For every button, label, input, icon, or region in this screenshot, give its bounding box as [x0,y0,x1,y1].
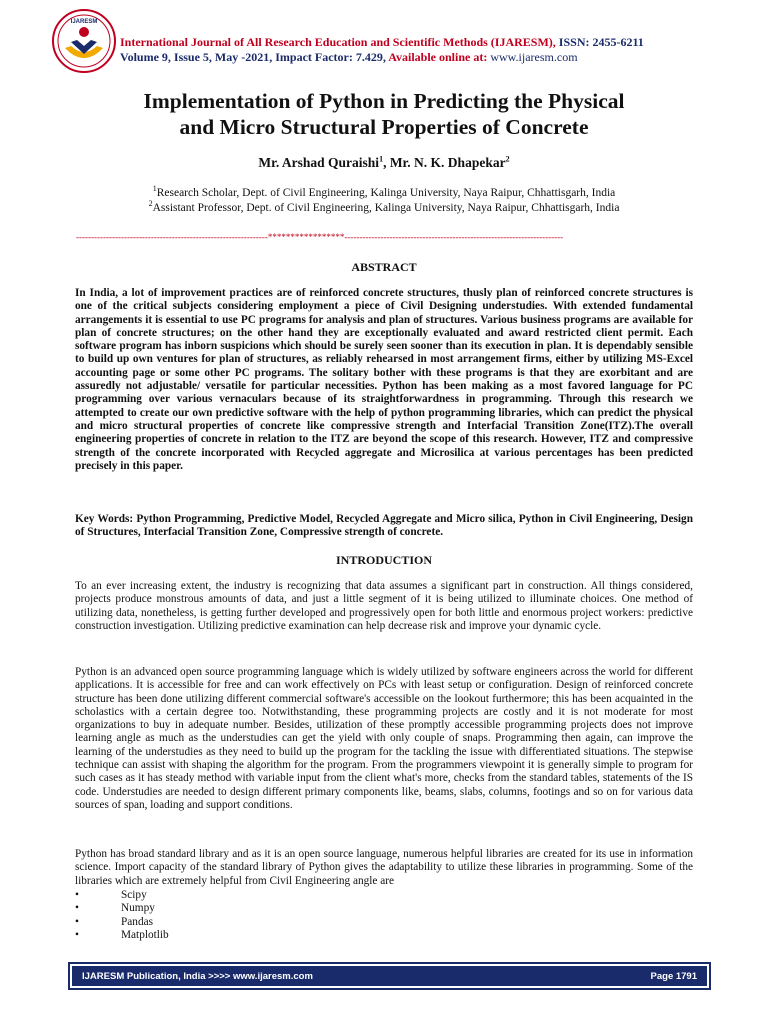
list-item [75,902,169,915]
list-item-label: Pandas [121,915,154,928]
journal-issn: ISSN: 2455-6211 [558,35,644,49]
author-2: Mr. N. K. Dhapekar [389,155,506,170]
abstract-heading: ABSTRACT [351,260,417,274]
journal-line-2 [120,50,644,65]
intro-paragraph-1: To an ever increasing extent, the industry is recognizing that data assumes a significant part in construction. All things considered, projects produce monstrous amounts of data, and just a little segment of it is being utilized to illuminate choices. One method of utilizing data, nonetheless, is getting further developed and progressively open for both little and enormous project workers: predictive construction investigation. Utilizing predictive examination can help decrease risk and improve your dynamic cycle. [75,580,693,632]
author-1: Mr. Arshad Quraishi [258,155,380,170]
affiliation-2-sup: 2 [148,199,153,209]
available-online-label: Available online at: [388,50,491,64]
intro-paragraph-3: Python has broad standard library and as it is an open source language, numerous helpful libraries are created for its use in information science. Import capacity of the standard library of Python gives the adaptability to utilize these libraries in programming. Some of the libraries which are extremely helpful from Civil Engineering angle are [75,848,693,887]
list-item [75,929,169,942]
logo-text: IJARESM [70,19,98,25]
list-item-label: Matplotlib [121,928,169,941]
abstract-text: In India, a lot of improvement practices are of reinforced concrete structures, thusly plan of reinforced concrete structures is one of the critical subjects considering employment a piece of Civil Designing understudies. With extended fundamental arrangements it is essential to use PC programs for analysis and plan of structures. Various business programs are available for plan of concrete structures; on the other hand they are exceptionally evaluated and award restricted client permit. Each software program has inborn suspicions which should be surely seen sooner than its execution in plan. It is dependably sensible to build up own ventures for plan of structures, as reliably rehearsed in most arrangement firms, either by utilizing MS-Excel accounting page or some other PC programs. The solitary bother with these programs is that they are exorbitant and are assuredly not adjustable/ versatile for particular necessities. Python has been making as a most favored language for PC programming over various vernaculars because of its straightforwardness in programming. Through this research we attempted to create our own predictive software with the help of python programming libraries, which can predict the physical and micro structural properties of concrete like compressive strength and Interfacial Transition Zone(ITZ).The overall engineering properties of concrete in relation to the ITZ are beyond the scope of this research. However, ITZ and compressive strength of the concrete incorporated with Recycled aggregate and Microsilica at various percentages has been predicted precisely in this paper. [75,287,693,472]
intro-paragraph-2: Python is an advanced open source programming language which is widely utilized by software engineers across the world for different applications. It is accessible for free and can work effectively on PCs with least setup or configuration. Design of reinforced concrete structure has been done utilizing different commercial software's accessible on the lookout furthermore; this has been acquainted in the scholastics with a certain degree too. Notwithstanding, these programming projects are costly and it is not moderate for most organizations to buy in adequate number. Besides, utilization of these promptly accessible programming projects does not improve learning angle as much as the understudies can get the yield with only couple of snaps. Programming then again, can improve the learning of the understudies as they need to build up the program for the tackling the issue with differentiated situations. The stepwise technique can assist with shaping the algorithm for the program. From the programmers viewpoint it is generally simple to program for such cases as it has steady method with variable input from the client what's more, checks from the standard tables, statements of the IS code. Understudies are needed to design different primary components like, beams, slabs, columns, footings and so on for various data sources of span, loading and support conditions. [75,666,693,811]
journal-header [120,35,644,65]
bullet: • [75,928,79,941]
journal-volume: Volume 9, Issue 5, May -2021, Impact Factor: 7.429, [120,50,389,64]
list-item [75,889,169,902]
affiliation-2 [0,201,768,216]
footer-bar [72,966,707,986]
footer-publisher-link[interactable]: IJARESM Publication, India >>>> www.ijaresm.com [82,970,313,982]
page-number: Page 1791 [650,970,697,982]
affiliation-1-sup: 1 [152,184,157,194]
paper-title-line-1: Implementation of Python in Predicting the Physical [143,89,625,113]
section-divider [76,232,692,242]
journal-url-link[interactable]: www.ijaresm.com [490,50,578,64]
paper-title-line-2: and Micro Structural Properties of Concrete [179,115,589,139]
affiliation-2-text: Assistant Professor, Dept. of Civil Engineering, Kalinga University, Naya Raipur, Chhattisgarh, India [152,202,620,214]
divider-stars: ***************** [267,232,345,242]
bullet: • [75,902,79,915]
paper-authors [0,155,768,171]
divider-right: ------------------------------------------------------------------------- [344,232,564,242]
paper-title [0,88,768,140]
library-list [75,889,169,942]
list-item-label: Numpy [121,902,155,915]
author-1-sup: 1 [379,154,384,164]
affiliations [0,186,768,216]
keywords: Key Words: Python Programming, Predictive Model, Recycled Aggregate and Micro silica, Python in Civil Engineering, Design of Structures, Interfacial Transition Zone, Compressive strength of concrete. [75,513,693,539]
divider-left: ---------------------------------------------------------------- [76,232,268,242]
journal-logo [51,8,117,74]
author-2-sup: 2 [505,154,510,164]
author-separator: , [383,155,390,170]
journal-line-1 [120,35,644,50]
list-item [75,916,169,929]
journal-name: International Journal of All Research Education and Scientific Methods (IJARESM), [120,35,559,49]
introduction-heading: INTRODUCTION [335,553,432,567]
affiliation-1-text: Research Scholar, Dept. of Civil Engineering, Kalinga University, Naya Raipur, Chhattisgarh, India [156,187,616,199]
affiliation-1 [0,186,768,201]
bullet: • [75,889,79,901]
list-item-label: Scipy [121,889,147,901]
page-footer [68,962,711,990]
bullet: • [75,915,79,928]
